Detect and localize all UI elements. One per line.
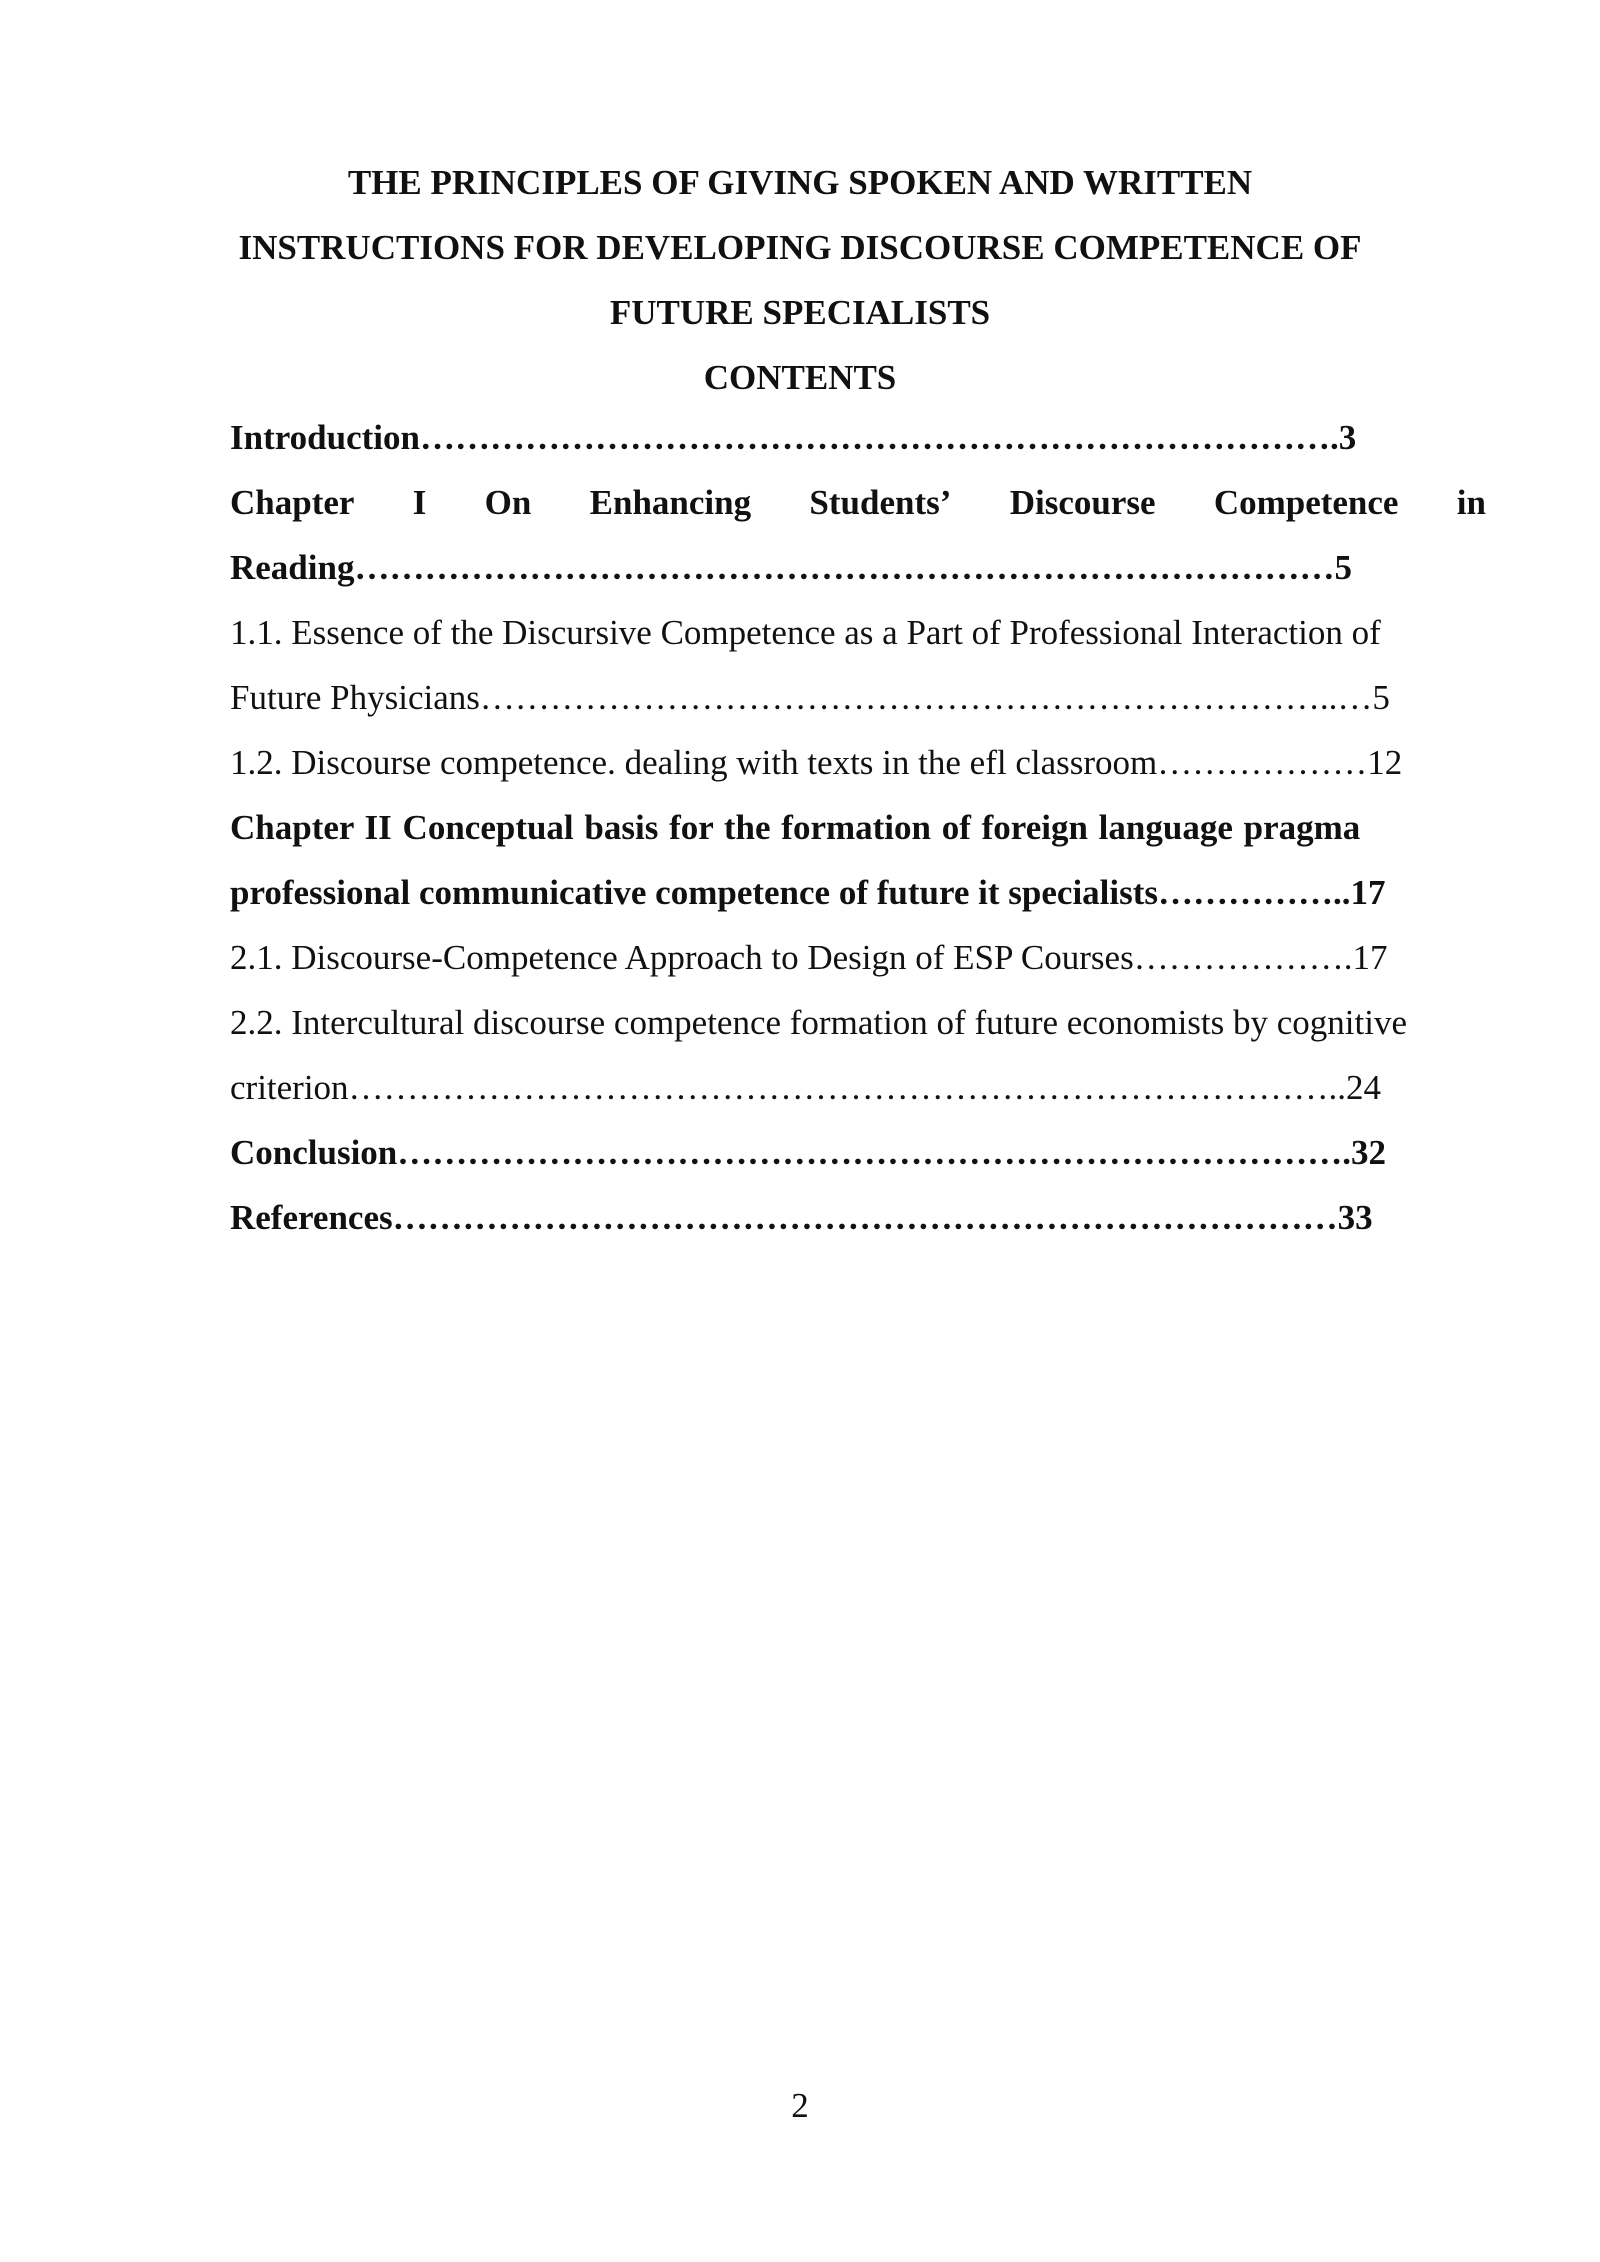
toc-word: I — [412, 483, 427, 522]
toc-word: in — [1456, 483, 1486, 522]
toc-entry-references: References………………………………………………………………………33 — [230, 1198, 1373, 1237]
contents-heading: CONTENTS — [703, 358, 897, 397]
toc-entry-conclusion: Conclusion……………………………………………………………………….32 — [230, 1133, 1387, 1172]
toc-entry-introduction: Introduction…………………………………………………………………….3 — [230, 418, 1357, 457]
toc-entry-chapter-1-line-1 — [230, 470, 1486, 535]
toc-entry-1-2: 1.2. Discourse competence. dealing with texts in the efl classroom………………12 — [230, 743, 1403, 782]
toc-entry-chapter-2-line-2: professional communicative competence of future it specialists……………..17 — [230, 873, 1386, 912]
toc-entry-chapter-2-line-1: Chapter II Conceptual basis for the formation of foreign language pragma — [230, 808, 1361, 847]
title-line-2: INSTRUCTIONS FOR DEVELOPING DISCOURSE COMPETENCE OF — [238, 228, 1362, 267]
toc-word: Discourse — [1009, 483, 1156, 522]
toc-entry-2-2-line-2: criterion…………………………………………………………………………..24 — [230, 1068, 1382, 1107]
title-line-1: THE PRINCIPLES OF GIVING SPOKEN AND WRITTEN — [347, 163, 1253, 202]
toc-entry-2-2-line-1: 2.2. Intercultural discourse competence formation of future economists by cognitive — [230, 1003, 1407, 1042]
toc-entry-chapter-1-line-2: Reading…………………………………………………………………………5 — [230, 548, 1352, 587]
toc-word: Students’ — [809, 483, 952, 522]
toc-entry-1-1-line-2: Future Physicians………………………………………………………………..…5 — [230, 678, 1390, 717]
toc-entry-1-1-line-1: 1.1. Essence of the Discursive Competence as a Part of Professional Interaction of — [230, 613, 1381, 652]
toc-word: On — [484, 483, 532, 522]
page-number: 2 — [791, 2086, 809, 2125]
toc-word: Enhancing — [589, 483, 752, 522]
toc-word: Chapter — [230, 483, 355, 522]
toc-entry-2-1: 2.1. Discourse-Competence Approach to Design of ESP Courses……………….17 — [230, 938, 1388, 977]
title-line-3: FUTURE SPECIALISTS — [609, 293, 991, 332]
table-of-contents — [230, 405, 1486, 1250]
title-block — [0, 150, 1600, 410]
toc-word: Competence — [1213, 483, 1399, 522]
